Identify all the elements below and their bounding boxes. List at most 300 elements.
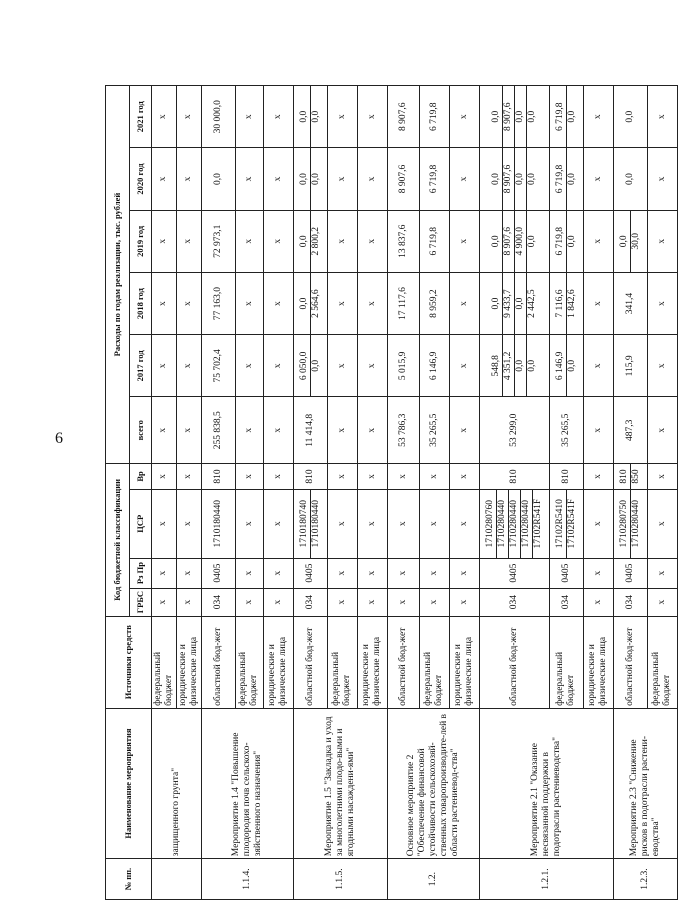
rzpr-code: 0405 xyxy=(201,558,235,588)
csr-code-line: x xyxy=(336,521,347,527)
table-row xyxy=(613,86,647,900)
year-amount-2020 xyxy=(549,148,583,210)
year-amount-2020-line: x xyxy=(458,176,469,182)
total-amount: 255 838,5 xyxy=(201,397,235,464)
year-amount-2018-line: 8 959,2 xyxy=(428,289,439,318)
year-amount-2020 xyxy=(235,148,263,210)
year-amount-2017 xyxy=(419,335,449,397)
year-amount-2021 xyxy=(263,86,293,148)
year-amount-2019-line: x xyxy=(158,238,169,244)
year-amount-2020-line: x xyxy=(243,176,254,182)
year-amount-2021-line: 0,0 xyxy=(514,86,526,147)
year-amount-2017 xyxy=(613,335,647,397)
total-amount: 11 414,8 xyxy=(293,397,327,464)
year-amount-2019-line: x xyxy=(656,238,667,244)
year-amount-2018-line: 341,4 xyxy=(624,292,635,315)
year-amount-2017-line: x xyxy=(158,363,169,369)
csr-code-line: x xyxy=(592,521,603,527)
rotated-table-container xyxy=(105,85,673,900)
year-amount-2019 xyxy=(647,210,677,272)
total-amount: 53 299,0 xyxy=(479,397,549,464)
csr-code-line: 1710280440 xyxy=(630,490,642,558)
year-amount-2018-line: x xyxy=(243,301,254,306)
year-amount-2018-line: 2 442,5 xyxy=(526,273,538,334)
grbs-code: 034 xyxy=(201,588,235,616)
csr-code-line: 1710280440 xyxy=(520,490,532,558)
row-number xyxy=(152,859,202,900)
year-amount-2020-line: x xyxy=(366,176,377,182)
year-amount-2017 xyxy=(449,335,479,397)
row-number: 1.1.4. xyxy=(201,859,293,900)
year-amount-2017-line: 75 702,4 xyxy=(212,349,223,383)
csr-code-line: x xyxy=(366,521,377,527)
csr-code xyxy=(152,489,177,558)
year-amount-2017-line: 0,0 xyxy=(566,335,578,396)
year-amount-2018 xyxy=(387,272,419,334)
vr-code-line: x xyxy=(158,474,169,479)
year-amount-2019 xyxy=(176,210,201,272)
vr-code xyxy=(263,464,293,490)
year-amount-2018 xyxy=(479,272,549,334)
grbs-code: 034 xyxy=(479,588,549,616)
year-amount-2017 xyxy=(201,335,235,397)
header-year-2021: 2021 год xyxy=(130,86,152,148)
year-amount-2020 xyxy=(419,148,449,210)
funding-source: юридические и физические лица xyxy=(263,616,293,708)
grbs-code: x xyxy=(419,588,449,616)
year-amount-2019-line: x xyxy=(336,238,347,244)
year-amount-2019-line: x xyxy=(458,238,469,244)
table-row xyxy=(201,86,235,900)
year-amount-2021 xyxy=(549,86,583,148)
vr-code-line: x xyxy=(592,474,603,479)
rzpr-code: 0405 xyxy=(549,558,583,588)
year-amount-2018 xyxy=(201,272,235,334)
year-amount-2019-line: 6 719,8 xyxy=(554,227,565,256)
year-amount-2019-line: 0,0 xyxy=(526,211,538,272)
csr-code xyxy=(387,489,419,558)
year-amount-2021-line: 0,0 xyxy=(624,110,635,123)
csr-code-line: x xyxy=(158,521,169,527)
vr-code-line: x xyxy=(243,474,254,479)
year-amount-2021 xyxy=(152,86,177,148)
year-amount-2018 xyxy=(176,272,201,334)
rzpr-code: x xyxy=(235,558,263,588)
vr-code xyxy=(293,464,327,490)
funding-source: федеральный бюджет xyxy=(327,616,357,708)
year-amount-2017 xyxy=(549,335,583,397)
total-amount: x xyxy=(235,397,263,464)
year-amount-2021-line: 0,0 xyxy=(310,86,322,147)
csr-code-line: x xyxy=(272,521,283,527)
expense-table xyxy=(105,85,678,900)
year-amount-2019-line: 0,0 xyxy=(490,235,501,248)
total-amount: 35 265,5 xyxy=(549,397,583,464)
year-amount-2021 xyxy=(235,86,263,148)
year-amount-2021 xyxy=(449,86,479,148)
year-amount-2020 xyxy=(176,148,201,210)
grbs-code: 034 xyxy=(613,588,647,616)
year-amount-2021-line: x xyxy=(243,114,254,120)
funding-source: юридические и физические лица xyxy=(583,616,613,708)
table-body xyxy=(152,86,678,900)
year-amount-2017-line: 0,0 xyxy=(514,335,526,396)
year-amount-2018-line: 7 116,6 xyxy=(554,289,565,318)
year-amount-2019 xyxy=(449,210,479,272)
year-amount-2020 xyxy=(152,148,177,210)
year-amount-2018-line: 17 117,6 xyxy=(397,287,408,321)
csr-code-line: 1710180740 xyxy=(298,499,309,548)
year-amount-2017 xyxy=(263,335,293,397)
rzpr-code: x xyxy=(327,558,357,588)
year-amount-2017-line: x xyxy=(243,363,254,369)
funding-source: областной бюд-жет xyxy=(479,616,549,708)
row-number: 1.1.5. xyxy=(293,859,387,900)
vr-code-line: x xyxy=(183,474,194,479)
funding-source: областной бюд-жет xyxy=(293,616,327,708)
year-amount-2018 xyxy=(235,272,263,334)
year-amount-2018 xyxy=(449,272,479,334)
year-amount-2020-line: 0,0 xyxy=(212,173,223,185)
year-amount-2020-line: 0,0 xyxy=(624,173,635,185)
year-amount-2021-line: 8 907,6 xyxy=(502,86,514,147)
csr-code-line: 1710280760 xyxy=(484,499,495,548)
year-amount-2017 xyxy=(647,335,677,397)
year-amount-2018-line: 0,0 xyxy=(298,297,309,310)
funding-source: областной бюд-жет xyxy=(201,616,235,708)
vr-code-line: 810 xyxy=(618,469,629,484)
year-amount-2021-line: x xyxy=(366,114,377,120)
vr-code-line: 810 xyxy=(560,469,571,484)
funding-source: областной бюд-жет xyxy=(613,616,647,708)
grbs-code: x xyxy=(263,588,293,616)
year-amount-2018-line: x xyxy=(458,301,469,306)
csr-code-line: 1710280750 xyxy=(618,499,629,548)
vr-code xyxy=(647,464,677,490)
vr-code-line: 850 xyxy=(630,464,642,489)
year-amount-2017-line: x xyxy=(183,363,194,369)
rzpr-code: x xyxy=(176,558,201,588)
rzpr-code: x xyxy=(263,558,293,588)
vr-code-line: x xyxy=(272,474,283,479)
header-grbs: ГРБС xyxy=(130,588,152,616)
year-amount-2021-line: x xyxy=(656,114,667,120)
header-year-2019: 2019 год xyxy=(130,210,152,272)
year-amount-2018-line: x xyxy=(272,301,283,306)
funding-source: федеральный бюджет xyxy=(235,616,263,708)
rzpr-code: 0405 xyxy=(479,558,549,588)
year-amount-2019-line: 4 900,0 xyxy=(514,211,526,272)
year-amount-2021-line: 0,0 xyxy=(566,86,578,147)
year-amount-2020-line: 0,0 xyxy=(310,148,322,209)
year-amount-2018 xyxy=(263,272,293,334)
year-amount-2019-line: x xyxy=(272,238,283,244)
funding-source: федеральный бюджет xyxy=(152,616,177,708)
year-amount-2020 xyxy=(387,148,419,210)
year-amount-2020-line: 0,0 xyxy=(566,148,578,209)
csr-code-line: x xyxy=(183,521,194,527)
header-vr: Вр xyxy=(130,464,152,490)
year-amount-2019 xyxy=(357,210,387,272)
year-amount-2017 xyxy=(479,335,549,397)
csr-code xyxy=(419,489,449,558)
year-amount-2019-line: 0,0 xyxy=(566,211,578,272)
year-amount-2017 xyxy=(327,335,357,397)
header-year-2020: 2020 год xyxy=(130,148,152,210)
funding-source: федеральный бюджет xyxy=(549,616,583,708)
year-amount-2017 xyxy=(152,335,177,397)
year-amount-2019 xyxy=(327,210,357,272)
year-amount-2020-line: x xyxy=(656,176,667,182)
year-amount-2017-line: 548,8 xyxy=(490,355,501,377)
year-amount-2019-line: 6 719,8 xyxy=(428,227,439,256)
year-amount-2018 xyxy=(583,272,613,334)
year-amount-2017 xyxy=(176,335,201,397)
year-amount-2021 xyxy=(293,86,327,148)
year-amount-2021-line: x xyxy=(183,114,194,120)
year-amount-2017 xyxy=(357,335,387,397)
row-number: 1.2.3. xyxy=(613,859,677,900)
year-amount-2019-line: 30,0 xyxy=(630,211,642,272)
year-amount-2019 xyxy=(152,210,177,272)
year-amount-2021 xyxy=(327,86,357,148)
total-amount: x xyxy=(327,397,357,464)
year-amount-2018-line: x xyxy=(183,301,194,306)
year-amount-2021-line: x xyxy=(272,114,283,120)
csr-code-line: 17102R541F xyxy=(532,490,544,558)
header-year-2017: 2017 год xyxy=(130,335,152,397)
vr-code-line: 810 xyxy=(212,469,223,484)
csr-code xyxy=(479,489,549,558)
year-amount-2017-line: x xyxy=(592,363,603,369)
year-amount-2020 xyxy=(647,148,677,210)
table-row xyxy=(387,86,419,900)
year-amount-2018-line: 1 842,6 xyxy=(566,273,578,334)
year-amount-2021-line: 0,0 xyxy=(490,110,501,123)
csr-code-line: 1710280440 xyxy=(508,490,520,558)
header-expense-group: Расходы по годам реализации, тыс. рублей xyxy=(106,86,130,464)
vr-code xyxy=(201,464,235,490)
year-amount-2021-line: x xyxy=(336,114,347,120)
rzpr-code: 0405 xyxy=(613,558,647,588)
year-amount-2020-line: 0,0 xyxy=(526,148,538,209)
grbs-code: x xyxy=(647,588,677,616)
year-amount-2021 xyxy=(176,86,201,148)
year-amount-2018 xyxy=(647,272,677,334)
header-total: всего xyxy=(130,397,152,464)
vr-code xyxy=(327,464,357,490)
header-year-2018: 2018 год xyxy=(130,272,152,334)
year-amount-2020-line: 0,0 xyxy=(514,148,526,209)
vr-code-line: 810 xyxy=(508,469,519,484)
year-amount-2020-line: 0,0 xyxy=(298,173,309,185)
year-amount-2017-line: x xyxy=(366,363,377,369)
year-amount-2018-line: x xyxy=(592,301,603,306)
year-amount-2017-line: 6 146,9 xyxy=(554,351,565,381)
year-amount-2021-line: x xyxy=(158,114,169,120)
csr-code-line: 17102R541F xyxy=(566,490,578,558)
year-amount-2018 xyxy=(613,272,647,334)
year-amount-2017 xyxy=(235,335,263,397)
vr-code xyxy=(419,464,449,490)
year-amount-2021 xyxy=(647,86,677,148)
csr-code-line: x xyxy=(243,521,254,527)
rzpr-code: x xyxy=(449,558,479,588)
header-source: Источники средств xyxy=(106,616,152,708)
grbs-code: x xyxy=(152,588,177,616)
total-amount: x xyxy=(449,397,479,464)
vr-code xyxy=(152,464,177,490)
year-amount-2019-line: x xyxy=(243,238,254,244)
grbs-code: x xyxy=(235,588,263,616)
year-amount-2020-line: 0,0 xyxy=(490,173,501,185)
grbs-code: x xyxy=(327,588,357,616)
rzpr-code: 0405 xyxy=(293,558,327,588)
year-amount-2018 xyxy=(152,272,177,334)
year-amount-2021 xyxy=(419,86,449,148)
year-amount-2021-line: 0,0 xyxy=(298,110,309,123)
year-amount-2018-line: 2 564,6 xyxy=(310,273,322,334)
rzpr-code: x xyxy=(583,558,613,588)
funding-source: юридические и физические лица xyxy=(449,616,479,708)
vr-code xyxy=(479,464,549,490)
vr-code-line: x xyxy=(336,474,347,479)
year-amount-2017 xyxy=(387,335,419,397)
year-amount-2019 xyxy=(201,210,235,272)
funding-source: юридические и физические лица xyxy=(357,616,387,708)
year-amount-2020-line: x xyxy=(336,176,347,182)
header-num: № пп. xyxy=(106,859,152,900)
year-amount-2018-line: x xyxy=(366,301,377,306)
csr-code xyxy=(549,489,583,558)
measure-name: защищенного грунта" xyxy=(152,708,202,858)
csr-code xyxy=(613,489,647,558)
year-amount-2021-line: 8 907,6 xyxy=(397,102,408,131)
year-amount-2018-line: 0,0 xyxy=(490,297,501,310)
year-amount-2020 xyxy=(613,148,647,210)
rzpr-code: x xyxy=(387,558,419,588)
vr-code xyxy=(387,464,419,490)
year-amount-2020-line: 8 907,6 xyxy=(502,148,514,209)
vr-code xyxy=(549,464,583,490)
row-number: 1.2. xyxy=(387,859,479,900)
year-amount-2019-line: 13 837,6 xyxy=(397,224,408,258)
year-amount-2019 xyxy=(549,210,583,272)
year-amount-2018-line: x xyxy=(158,301,169,306)
year-amount-2020 xyxy=(293,148,327,210)
vr-code-line: x xyxy=(366,474,377,479)
year-amount-2017 xyxy=(583,335,613,397)
csr-code-line: x xyxy=(428,521,439,527)
csr-code xyxy=(449,489,479,558)
table-row xyxy=(479,86,549,900)
measure-name: Мероприятие 2.3 "Снижение рисков в подотрасли растени-еводства" xyxy=(613,708,677,858)
year-amount-2018-line: 0,0 xyxy=(514,273,526,334)
vr-code xyxy=(357,464,387,490)
rzpr-code: x xyxy=(152,558,177,588)
total-amount: x xyxy=(263,397,293,464)
year-amount-2020-line: x xyxy=(183,176,194,182)
year-amount-2020-line: 6 719,8 xyxy=(428,164,439,194)
year-amount-2017-line: x xyxy=(656,363,667,369)
year-amount-2019 xyxy=(387,210,419,272)
year-amount-2020 xyxy=(449,148,479,210)
year-amount-2020 xyxy=(479,148,549,210)
table-row xyxy=(152,86,177,900)
total-amount: x xyxy=(583,397,613,464)
funding-source: областной бюд-жет xyxy=(387,616,419,708)
year-amount-2021-line: 30 000,0 xyxy=(212,100,223,134)
year-amount-2019 xyxy=(235,210,263,272)
csr-code xyxy=(293,489,327,558)
total-amount: x xyxy=(176,397,201,464)
year-amount-2018 xyxy=(357,272,387,334)
grbs-code: 034 xyxy=(549,588,583,616)
year-amount-2020-line: x xyxy=(158,176,169,182)
grbs-code: x xyxy=(583,588,613,616)
year-amount-2019 xyxy=(583,210,613,272)
measure-name: Основное мероприятие 2 "Обеспечение финансовой устойчивости сельскохозяй-ственных товаропроизводите-лей в области растениевод-ства" xyxy=(387,708,479,858)
total-amount: 53 786,3 xyxy=(387,397,419,464)
year-amount-2017-line: 0,0 xyxy=(310,335,322,396)
header-rzpr: Рз Пр xyxy=(130,558,152,588)
year-amount-2020-line: x xyxy=(272,176,283,182)
year-amount-2019-line: 72 973,1 xyxy=(212,224,223,258)
rzpr-code: x xyxy=(357,558,387,588)
measure-name: Мероприятие 1.4 "Повышение плодородия почв сельскохо-зяйственного назначения" xyxy=(201,708,293,858)
csr-code xyxy=(583,489,613,558)
grbs-code: x xyxy=(176,588,201,616)
year-amount-2018 xyxy=(549,272,583,334)
year-amount-2020 xyxy=(327,148,357,210)
year-amount-2019-line: 2 800,2 xyxy=(310,211,322,272)
year-amount-2019 xyxy=(263,210,293,272)
year-amount-2021 xyxy=(201,86,235,148)
year-amount-2019-line: x xyxy=(592,238,603,244)
year-amount-2020 xyxy=(357,148,387,210)
csr-code-line: 1710180440 xyxy=(310,490,322,558)
grbs-code: x xyxy=(357,588,387,616)
csr-code xyxy=(235,489,263,558)
funding-source: федеральный бюджет xyxy=(419,616,449,708)
header-name: Наименование мероприятия xyxy=(106,708,152,858)
csr-code-line: x xyxy=(458,521,469,527)
year-amount-2019 xyxy=(479,210,549,272)
year-amount-2021 xyxy=(613,86,647,148)
total-amount: x xyxy=(152,397,177,464)
year-amount-2021 xyxy=(357,86,387,148)
vr-code xyxy=(235,464,263,490)
total-amount: x xyxy=(357,397,387,464)
csr-code xyxy=(357,489,387,558)
year-amount-2018-line: 9 433,7 xyxy=(502,273,514,334)
year-amount-2018 xyxy=(327,272,357,334)
csr-code xyxy=(201,489,235,558)
year-amount-2020 xyxy=(263,148,293,210)
year-amount-2017 xyxy=(293,335,327,397)
year-amount-2021 xyxy=(479,86,549,148)
year-amount-2021-line: 6 719,8 xyxy=(554,102,565,131)
year-amount-2018-line: x xyxy=(336,301,347,306)
vr-code xyxy=(176,464,201,490)
vr-code-line: 810 xyxy=(304,469,315,484)
year-amount-2019-line: 8 907,6 xyxy=(502,211,514,272)
csr-code-line: 1710180440 xyxy=(212,499,223,548)
measure-name: Мероприятие 1.5 "Закладка и уход за многолетними плодо-выми и ягодными насаждени-ями" xyxy=(293,708,387,858)
year-amount-2018 xyxy=(419,272,449,334)
rzpr-code: x xyxy=(419,558,449,588)
grbs-code: x xyxy=(387,588,419,616)
